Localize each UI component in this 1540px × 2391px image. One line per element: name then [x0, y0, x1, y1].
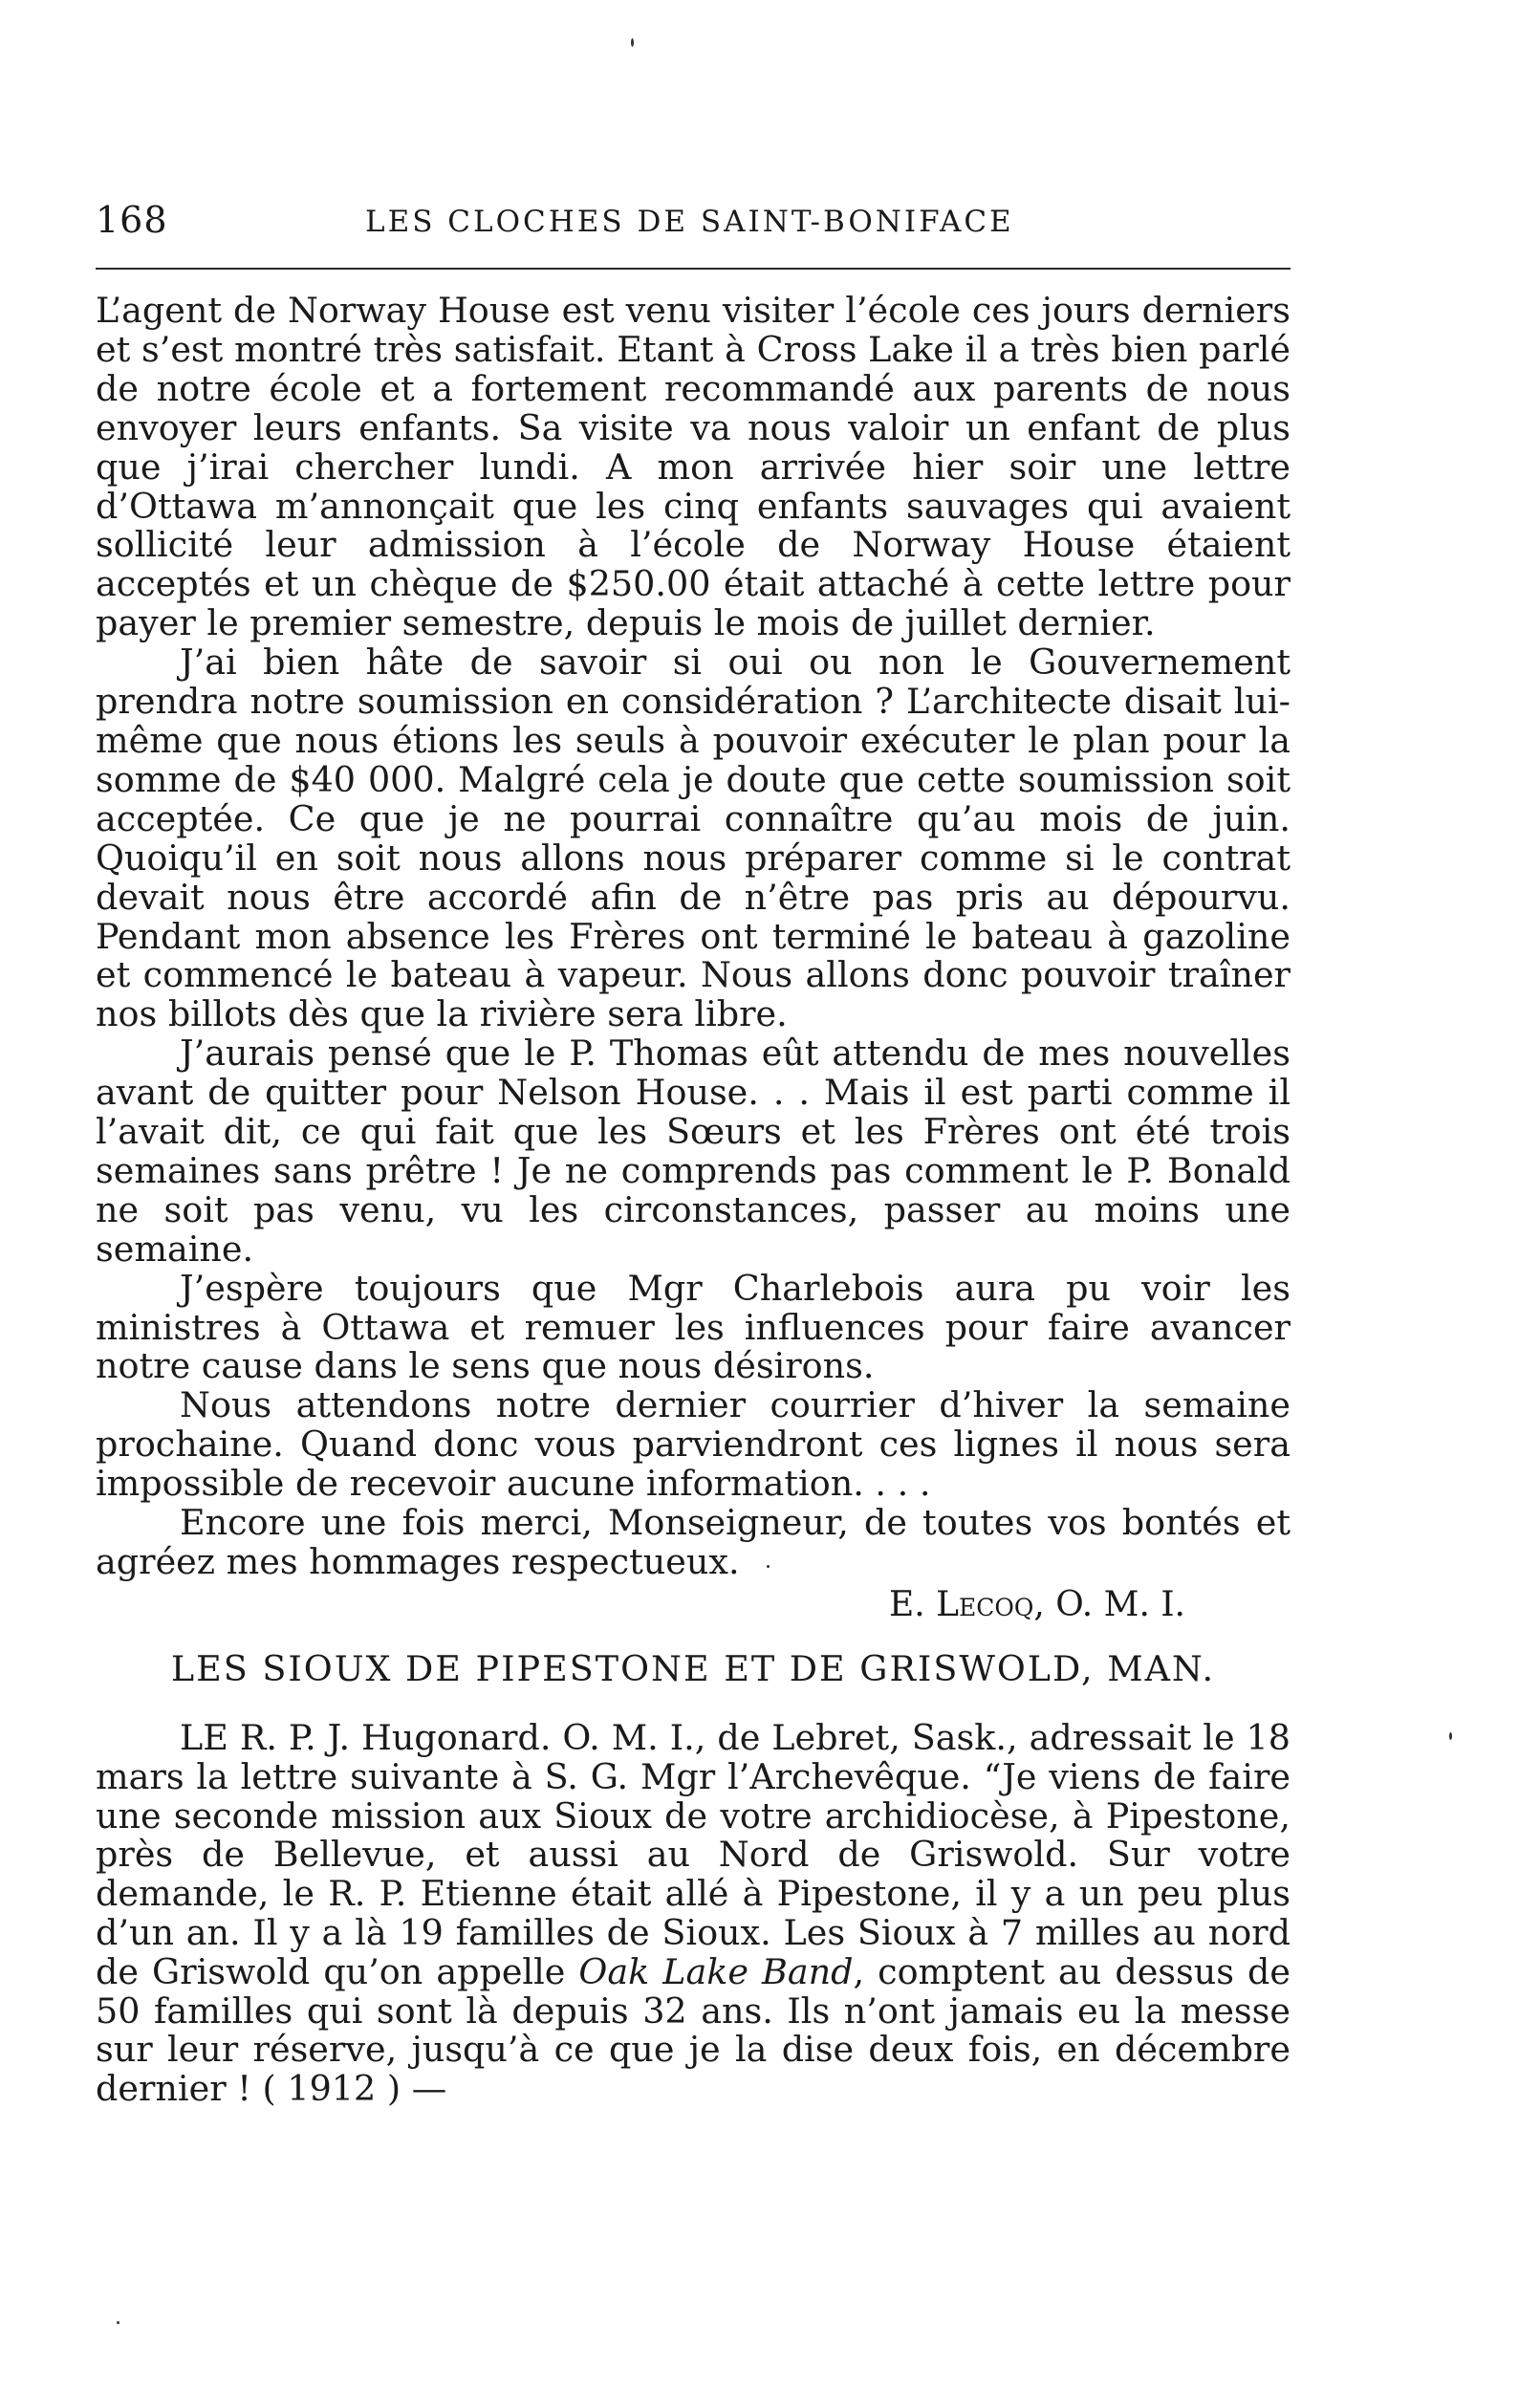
header-rule — [96, 268, 1291, 270]
page-header — [96, 199, 1291, 247]
scan-speck — [631, 38, 634, 47]
signature — [96, 1586, 1291, 1625]
band-name-italic: Oak Lake Band — [578, 1950, 854, 1992]
letter-paragraph: Encore une fois merci, Monseigneur, de toutes vos bontés et agréez mes hommages respectueux. — [96, 1502, 1291, 1582]
section-text-part-2: , comptent au dessus de 50 familles qui sont là depuis 32 ans. Ils n’ont jamais eu la messe sur leur réserve, jusqu’à ce que je la dise deux fois, en décembre dernier ! ( 1912 ) — — [96, 1950, 1291, 2110]
running-title: LES CLOCHES DE SAINT-BONIFACE — [365, 205, 1014, 239]
letter-paragraph: J’ai bien hâte de savoir si oui ou non le Gouvernement prendra notre soumission en considération ? L’architecte disait lui-même que nous étions les seuls à pouvoir exécuter le plan pour la somme de $40 000. Malgré cela je doute que cette soumission soit acceptée. Ce que je ne pourrai connaître qu’au mois de juin. Quoiqu’il en soit nous allons nous préparer comme si le contrat devait nous être accordé afin de n’être pas pris au dépourvu. Pendant mon absence les Frères ont terminé le bateau à gazoline et commencé le bateau à vapeur. Nous allons donc pouvoir traîner nos billots dès que la rivière sera libre. — [96, 641, 1291, 1035]
signature-name: Lecoq — [936, 1584, 1034, 1624]
letter-paragraph: J’espère toujours que Mgr Charlebois aura pu voir les ministres à Ottawa et remuer les influences pour faire avancer notre cause dans le sens que nous désirons. — [96, 1267, 1291, 1387]
letter-paragraph: L’agent de Norway House est venu visiter l’école ces jours derniers et s’est montré très satisfait. Etant à Cross Lake il a très bien parlé de notre école et a fortement recommandé aux parents de nous envoyer leurs enfants. Sa visite va nous valoir un enfant de plus que j’irai chercher lundi. A mon arrivée hier soir une lettre d’Ottawa m’annonçait que les cinq enfants sauvages qui avaient sollicité leur admission à l’école de Norway House étaient acceptés et un chèque de $250.00 était attaché à cette lettre pour payer le premier semestre, depuis le mois de juillet dernier. — [96, 290, 1291, 644]
letter-paragraph: Nous attendons notre dernier courrier d’hiver la semaine prochaine. Quand donc vous parviendront ces lignes il nous sera impossible de recevoir aucune information. . . . — [96, 1384, 1291, 1505]
signature-suffix: , O. M. I. — [1033, 1584, 1185, 1624]
page-number: 168 — [96, 199, 168, 241]
scan-speck — [117, 2321, 119, 2324]
section-paragraph — [96, 1719, 1291, 2109]
section-heading: LES SIOUX DE PIPESTONE ET DE GRISWOLD, MAN. — [170, 1648, 1216, 1689]
section-text-part-1: LE R. P. J. Hugonard. O. M. I., de Lebret, Sask., adressait le 18 mars la lettre suivante à S. G. Mgr l’Archevêque. “Je viens de faire une seconde mission aux Sioux de votre archidiocèse, à Pipestone, près de Bellevue, et aussi au Nord de Griswold. Sur votre demande, le R. P. Etienne était allé à Pipestone, il y a un peu plus d’un an. Il y a là 19 familles de Sioux. Les Sioux à 7 milles au nord de Griswold qu’on appelle — [96, 1717, 1291, 1992]
signature-initial: E. — [888, 1584, 937, 1624]
scan-speck — [767, 1565, 770, 1568]
letter-body — [96, 292, 1291, 1625]
section-body — [96, 1719, 1291, 2109]
letter-paragraph: J’aurais pensé que le P. Thomas eût attendu de mes nouvelles avant de quitter pour Nelson House. . . Mais il est parti comme il l’avait dit, ce qui fait que les Sœurs et les Frères ont été trois semaines sans prêtre ! Je ne comprends pas comment le P. Bonald ne soit pas venu, vu les circonstances, passer au moins une semaine. — [96, 1032, 1291, 1270]
scan-speck — [1449, 1732, 1452, 1740]
